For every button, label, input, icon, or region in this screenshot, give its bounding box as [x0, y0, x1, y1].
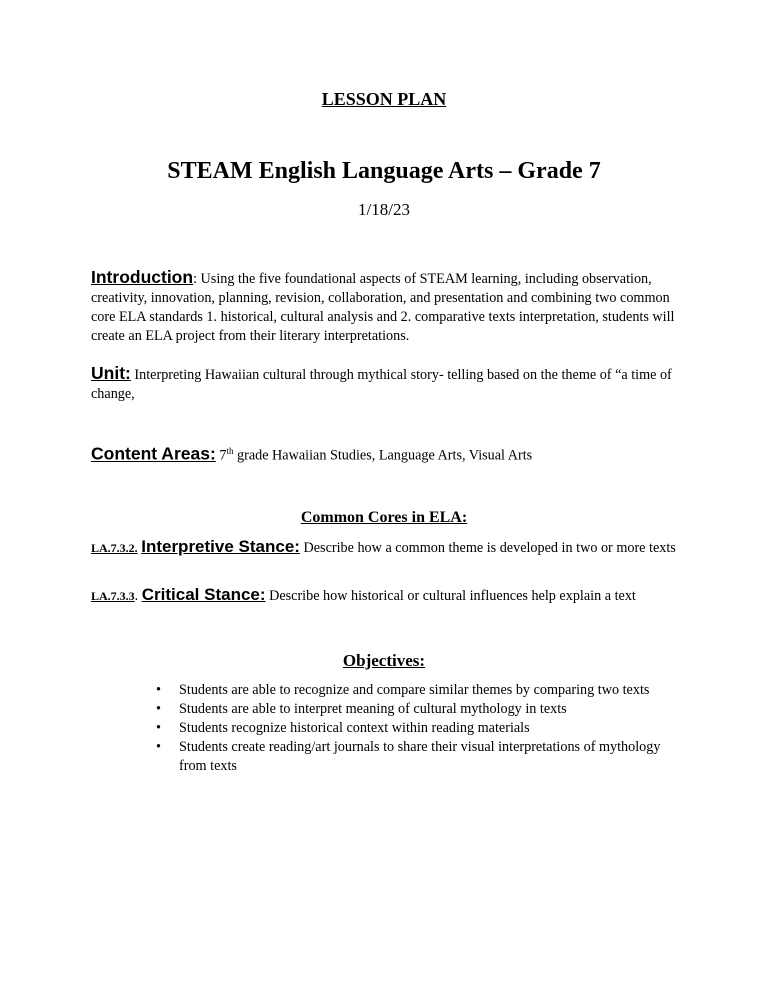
common-cores-heading: Common Cores in ELA: [300, 509, 468, 526]
introduction-label: Introduction [91, 267, 194, 287]
list-item [152, 738, 672, 776]
content-areas-paragraph [91, 442, 696, 466]
objectives-heading: Objectives: [342, 651, 426, 670]
unit-label: Unit: [91, 363, 131, 383]
standard-description: Describe how a common theme is developed in two or more texts [299, 540, 676, 556]
unit-text: Interpreting Hawaiian cultural through mythical story- telling based on the theme of “a time of change, [91, 367, 672, 402]
list-item [152, 681, 672, 700]
standard-item [91, 537, 696, 558]
list-item [152, 719, 672, 738]
objective-text: Students are able to recognize and compare similar themes by comparing two texts [179, 682, 650, 698]
document-heading: LESSON PLAN [321, 89, 447, 109]
grade-number: 7 [219, 447, 227, 464]
content-areas-text: grade Hawaiian Studies, Language Arts, Visual Arts [233, 447, 533, 464]
list-item [152, 700, 672, 719]
bullet-icon: • [156, 701, 161, 717]
standard-separator: . [134, 588, 142, 604]
standard-item [91, 585, 696, 606]
objective-text: Students create reading/art journals to share their visual interpretations of mythology from texts [179, 739, 661, 774]
page-title: STEAM English Language Arts – Grade 7 [167, 158, 601, 184]
introduction-text: : Using the five foundational aspects of STEAM learning, including observation, creativity, innovation, planning, revision, collaboration, and presentation and combining two common core ELA standards 1. historical, cultural analysis and 2. comparative texts interpretation, students will create an ELA project from their literary interpretations. [91, 271, 675, 344]
grade-ordinal-suffix: th [226, 446, 234, 456]
bullet-icon: • [156, 682, 161, 698]
lesson-date: 1/18/23 [358, 200, 410, 219]
standard-description: Describe how historical or cultural influences help explain a text [265, 588, 636, 604]
standard-name: Critical Stance: [141, 585, 266, 604]
bullet-icon: • [156, 720, 161, 736]
content-areas-label: Content Areas: [91, 443, 216, 464]
standard-code: LA.7.3.2. [91, 541, 138, 555]
standard-code: LA.7.3.3 [91, 589, 135, 603]
objective-text: Students are able to interpret meaning of cultural mythology in texts [179, 701, 567, 717]
objectives-list [152, 681, 672, 776]
objective-text: Students recognize historical context within reading materials [179, 720, 530, 736]
unit-paragraph [91, 364, 696, 404]
bullet-icon: • [156, 739, 161, 755]
introduction-paragraph [91, 268, 696, 346]
standard-name: Interpretive Stance: [141, 537, 300, 556]
